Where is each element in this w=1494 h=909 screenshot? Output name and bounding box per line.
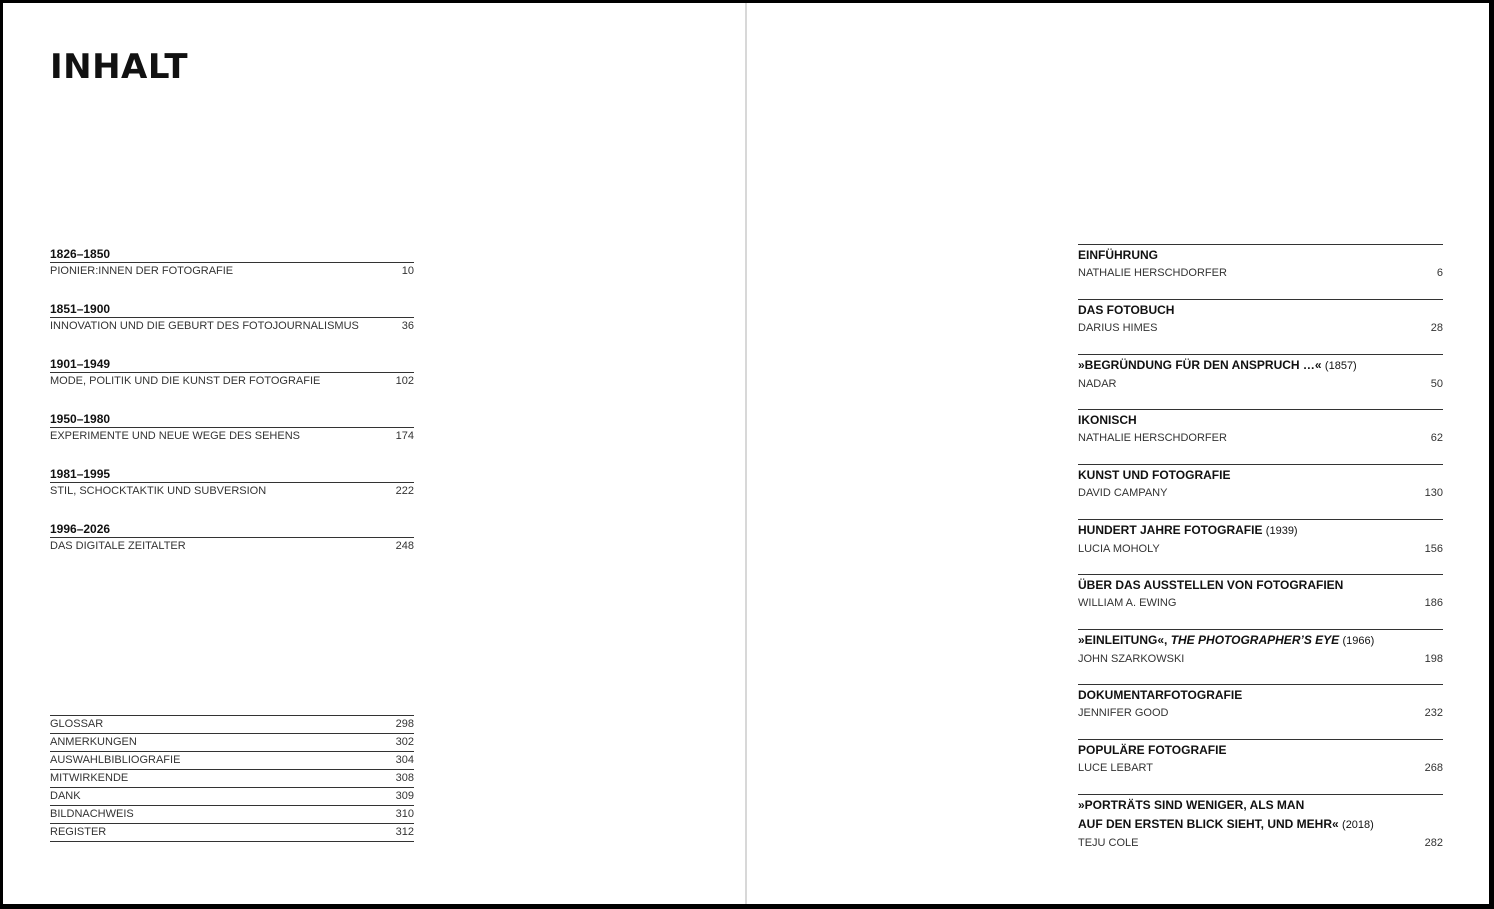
back-matter-label: BILDNACHWEIS [50,808,134,820]
back-matter-page: 312 [395,826,414,838]
essay-title-italic: THE PHOTOGRAPHER’S EYE [1170,633,1340,647]
essay-page: 186 [1424,597,1443,609]
essay-author: JENNIFER GOOD [1078,707,1169,719]
back-matter-item[interactable] [50,806,414,824]
chapter-subtitle: PIONIER:INNEN DER FOTOGRAFIE [50,265,234,277]
essay-page: 28 [1430,322,1443,334]
chapter-page: 174 [395,430,414,442]
essay-author: DAVID CAMPANY [1078,487,1168,499]
chapter-item[interactable] [50,246,414,301]
back-matter-page: 298 [395,718,414,730]
chapter-subtitle: STIL, SCHOCKTAKTIK UND SUBVERSION [50,485,267,497]
back-matter-page: 309 [395,790,414,802]
essay-page: 156 [1424,543,1443,555]
back-matter-label: DANK [50,790,81,802]
essay-item[interactable] [1078,299,1443,354]
chapter-page: 248 [395,540,414,552]
essay-author: LUCIA MOHOLY [1078,543,1160,555]
chapter-subtitle: MODE, POLITIK UND DIE KUNST DER FOTOGRAFIE [50,375,321,387]
back-matter-list [50,715,414,842]
essay-year: (2018) [1342,819,1374,831]
chapter-item[interactable] [50,411,414,466]
chapter-years: 1826–1850 [50,246,414,263]
page-title: INHALT [50,47,189,87]
essay-author: NATHALIE HERSCHDORFER [1078,267,1227,279]
back-matter-item[interactable] [50,716,414,734]
chapter-item[interactable] [50,466,414,521]
back-matter-page: 302 [395,736,414,748]
essay-title-line2: AUF DEN ERSTEN BLICK SIEHT, UND MEHR« [1078,817,1339,831]
essay-item[interactable] [1078,739,1443,794]
essay-page: 6 [1436,267,1443,279]
essay-item[interactable] [1078,354,1443,409]
back-matter-item[interactable] [50,770,414,788]
essay-title: IKONISCH [1078,413,1137,427]
essay-year: (1939) [1265,525,1298,537]
chapter-page: 10 [401,265,414,277]
page-gutter [745,3,747,904]
essay-page: 282 [1424,837,1443,849]
back-matter-page: 308 [395,772,414,784]
back-matter-label: REGISTER [50,826,107,838]
chapter-years: 1950–1980 [50,411,414,428]
essay-page: 50 [1430,378,1443,390]
essay-item[interactable] [1078,794,1443,855]
essay-author: LUCE LEBART [1078,762,1153,774]
essay-item[interactable] [1078,519,1443,574]
essay-page: 268 [1424,762,1443,774]
back-matter-label: AUSWAHLBIBLIOGRAFIE [50,754,181,766]
back-matter-page: 310 [395,808,414,820]
essay-author: JOHN SZARKOWSKI [1078,653,1185,665]
back-matter-label: ANMERKUNGEN [50,736,137,748]
chapter-item[interactable] [50,356,414,411]
essay-author: WILLIAM A. EWING [1078,597,1177,609]
back-matter-item[interactable] [50,752,414,770]
chapter-item[interactable] [50,521,414,576]
back-matter-label: MITWIRKENDE [50,772,129,784]
essay-page: 232 [1424,707,1443,719]
essay-author: TEJU COLE [1078,837,1139,849]
essay-title: DAS FOTOBUCH [1078,303,1175,317]
essay-title: EINFÜHRUNG [1078,248,1158,262]
chapter-subtitle: DAS DIGITALE ZEITALTER [50,540,186,552]
essay-author: NATHALIE HERSCHDORFER [1078,432,1227,444]
essay-title: POPULÄRE FOTOGRAFIE [1078,743,1227,757]
chapter-subtitle: INNOVATION UND DIE GEBURT DES FOTOJOURNALISMUS [50,320,359,332]
essay-item[interactable] [1078,684,1443,739]
essay-author: DARIUS HIMES [1078,322,1158,334]
essay-item[interactable] [1078,574,1443,629]
essay-title: »EINLEITUNG«, [1078,633,1171,647]
chapter-years: 1851–1900 [50,301,414,318]
essay-title: »PORTRÄTS SIND WENIGER, ALS MAN [1078,798,1305,812]
essay-page: 62 [1430,432,1443,444]
essay-title: DOKUMENTARFOTOGRAFIE [1078,688,1243,702]
chapter-page: 222 [395,485,414,497]
essay-title: »BEGRÜNDUNG FÜR DEN ANSPRUCH …« [1078,358,1322,372]
chapter-page: 102 [395,375,414,387]
essay-year: (1857) [1324,360,1357,372]
essay-title: ÜBER DAS AUSSTELLEN VON FOTOGRAFIEN [1078,578,1344,592]
chapter-years: 1996–2026 [50,521,414,538]
back-matter-item[interactable] [50,824,414,842]
essay-item[interactable] [1078,464,1443,519]
chapter-years: 1901–1949 [50,356,414,373]
book-spread [3,3,1489,904]
chapter-subtitle: EXPERIMENTE UND NEUE WEGE DES SEHENS [50,430,300,442]
essay-list [1078,244,1443,855]
back-matter-item[interactable] [50,788,414,806]
back-matter-page: 304 [395,754,414,766]
essay-item[interactable] [1078,409,1443,464]
essay-page: 130 [1424,487,1443,499]
chapter-list [50,246,414,576]
essay-title: HUNDERT JAHRE FOTOGRAFIE [1078,523,1263,537]
essay-item[interactable] [1078,244,1443,299]
essay-page: 198 [1424,653,1443,665]
back-matter-item[interactable] [50,734,414,752]
essay-item[interactable] [1078,629,1443,684]
essay-year: (1966) [1342,635,1375,647]
essay-title: KUNST UND FOTOGRAFIE [1078,468,1231,482]
chapter-page: 36 [401,320,414,332]
chapter-years: 1981–1995 [50,466,414,483]
essay-author: NADAR [1078,378,1117,390]
back-matter-label: GLOSSAR [50,718,104,730]
chapter-item[interactable] [50,301,414,356]
